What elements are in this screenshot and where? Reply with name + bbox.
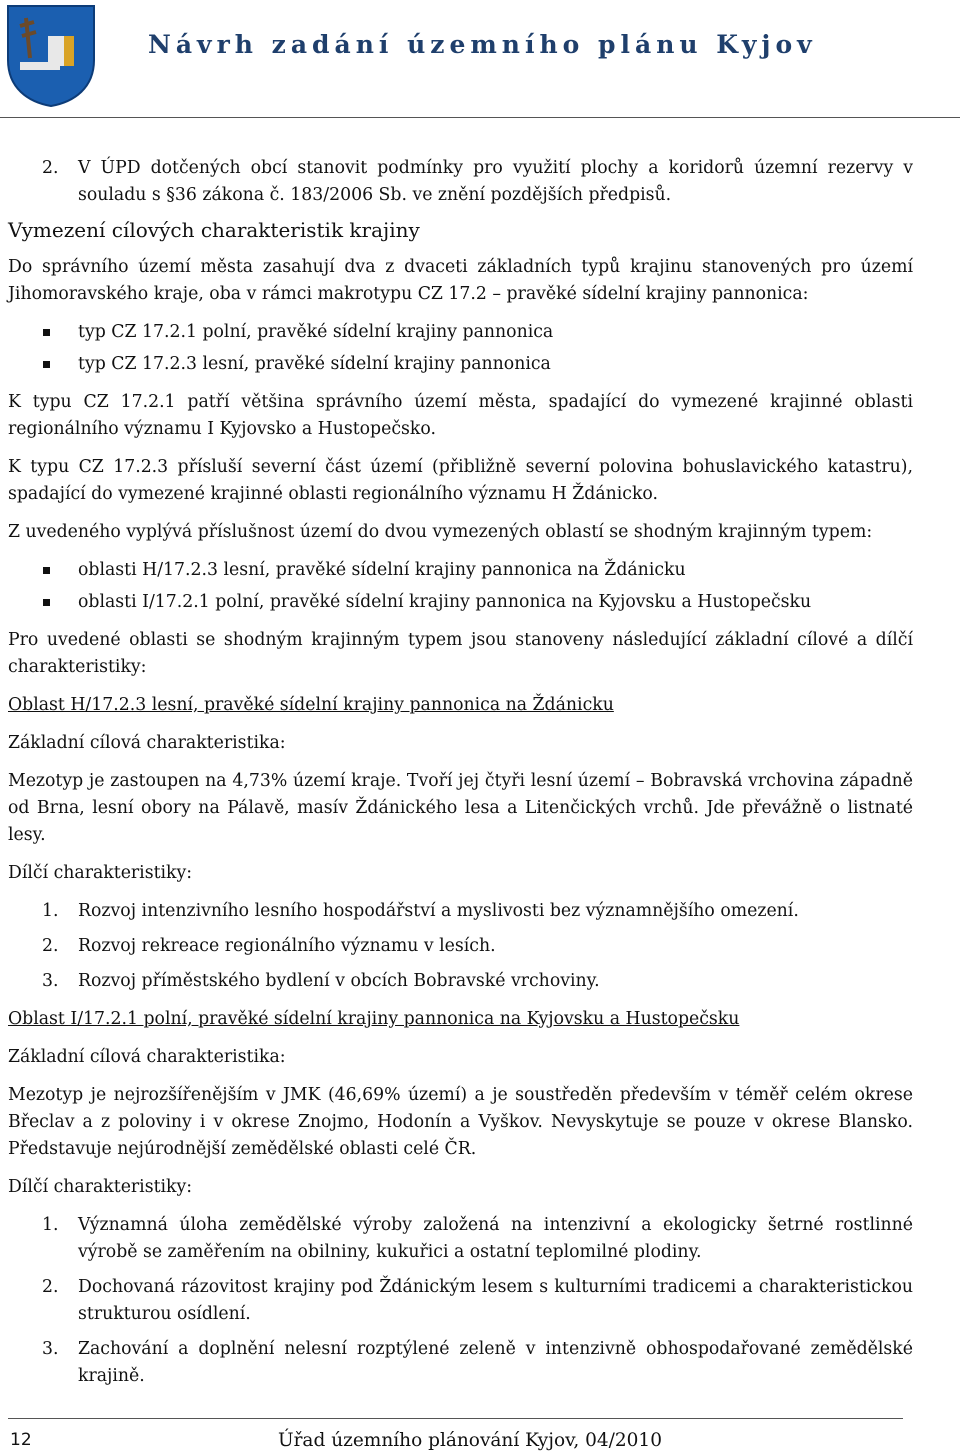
item-text: Významná úloha zemědělské výroby založená na intenzivní a ekologicky šetrné rostlinné výrobě se zaměřením na obilniny, kukuřici a ostatní teplomilné plodiny. bbox=[78, 1215, 913, 1262]
square-bullet-icon bbox=[43, 361, 50, 368]
item-number: 1. bbox=[42, 1215, 59, 1235]
item-text: oblasti I/17.2.1 polní, pravěké sídelní krajiny pannonica na Kyjovsku a Hustopečsku bbox=[78, 592, 812, 612]
square-bullet-icon bbox=[43, 599, 50, 606]
item-number: 2. bbox=[42, 936, 59, 956]
document-title: Návrh zadání územního plánu Kyjov bbox=[148, 30, 817, 59]
list-item bbox=[8, 1212, 913, 1266]
types-list bbox=[8, 319, 913, 378]
oblast-h-title: Oblast H/17.2.3 lesní, pravěké sídelní krajiny pannonica na Ždánicku bbox=[8, 695, 614, 715]
item-text: typ CZ 17.2.3 lesní, pravěké sídelní krajiny pannonica bbox=[78, 354, 551, 374]
item-text: oblasti H/17.2.3 lesní, pravěké sídelní krajiny pannonica na Ždánicku bbox=[78, 560, 686, 580]
list-item bbox=[8, 155, 913, 209]
footer-text: Úřad územního plánování Kyjov, 04/2010 bbox=[278, 1430, 662, 1451]
paragraph: Z uvedeného vyplývá příslušnost území do dvou vymezených oblastí se shodným krajinným typem: bbox=[8, 522, 873, 542]
list-item bbox=[8, 1274, 913, 1328]
paragraph: K typu CZ 17.2.1 patří většina správního území města, spadající do vymezené krajinné oblasti regionálního významu I Kyjovsko a Hustopečsko. bbox=[8, 392, 913, 439]
list-item bbox=[8, 589, 913, 616]
paragraph: Pro uvedené oblasti se shodným krajinným typem jsou stanoveny následující základní cílové a dílčí charakteristiky: bbox=[8, 630, 913, 677]
item-text: Rozvoj rekreace regionálního významu v lesích. bbox=[78, 936, 496, 956]
page-number: 12 bbox=[10, 1430, 32, 1450]
partial-characteristics-label: Dílčí charakteristiky: bbox=[8, 1177, 193, 1197]
header-divider bbox=[0, 117, 960, 118]
areas-list bbox=[8, 557, 913, 616]
list-item bbox=[8, 1336, 913, 1390]
coat-of-arms-icon bbox=[4, 2, 98, 108]
list-item bbox=[8, 319, 913, 346]
item-number: 2. bbox=[42, 1277, 59, 1297]
page-content bbox=[8, 155, 913, 1398]
basic-characteristic-label: Základní cílová charakteristika: bbox=[8, 1047, 286, 1067]
footer-divider bbox=[8, 1418, 903, 1419]
paragraph: Mezotyp je zastoupen na 4,73% území kraje. Tvoří jej čtyři lesní území – Bobravská vrchovina západně od Brna, lesní obory na Pálavě, masív Ždánického lesa a Litenčických vrchů. Jde převážně o listnaté lesy. bbox=[8, 771, 913, 845]
basic-characteristic-label: Základní cílová charakteristika: bbox=[8, 733, 286, 753]
item-number: 3. bbox=[42, 1339, 59, 1359]
square-bullet-icon bbox=[43, 567, 50, 574]
page-header bbox=[0, 0, 960, 115]
section-heading: Vymezení cílových charakteristik krajiny bbox=[8, 218, 420, 242]
oblast-i-title: Oblast I/17.2.1 polní, pravěké sídelní krajiny pannonica na Kyjovsku a Hustopečsku bbox=[8, 1009, 740, 1029]
list-item bbox=[8, 557, 913, 584]
paragraph: K typu CZ 17.2.3 přísluší severní část území (přibližně severní polovina bohuslavického katastru), spadající do vymezené krajinné oblasti regionálního významu H Ždánicko. bbox=[8, 457, 913, 504]
list-item bbox=[8, 898, 913, 925]
list-item bbox=[8, 933, 913, 960]
square-bullet-icon bbox=[43, 329, 50, 336]
item-text: V ÚPD dotčených obcí stanovit podmínky pro využití plochy a koridorů územní rezervy v souladu s §36 zákona č. 183/2006 Sb. ve znění pozdějších předpisů. bbox=[78, 158, 913, 205]
item-text: Rozvoj intenzivního lesního hospodářství a myslivosti bez významnějšího omezení. bbox=[78, 901, 799, 921]
item-number: 3. bbox=[42, 971, 59, 991]
partial-characteristics-label: Dílčí charakteristiky: bbox=[8, 863, 193, 883]
item-text: Rozvoj příměstského bydlení v obcích Bobravské vrchoviny. bbox=[78, 971, 600, 991]
item-text: typ CZ 17.2.1 polní, pravěké sídelní krajiny pannonica bbox=[78, 322, 554, 342]
item-text: Dochovaná rázovitost krajiny pod Ždánickým lesem s kulturními tradicemi a charakteristickou strukturou osídlení. bbox=[78, 1277, 913, 1324]
list-item bbox=[8, 968, 913, 995]
item-text: Zachování a doplnění nelesní rozptýlené zeleně v intenzivně obhospodařované zemědělské krajině. bbox=[78, 1339, 913, 1386]
list-item bbox=[8, 351, 913, 378]
item-number: 1. bbox=[42, 901, 59, 921]
item-number: 2. bbox=[42, 158, 59, 178]
paragraph: Mezotyp je nejrozšířenějším v JMK (46,69% území) a je soustředěn především v téměř celém okrese Břeclav a z poloviny i v okrese Znojmo, Hodonín a Vyškov. Nevyskytuje se pouze v okrese Blansko. Představuje nejúrodnější zemědělské oblasti celé ČR. bbox=[8, 1085, 913, 1159]
paragraph: Do správního území města zasahují dva z dvaceti základních typů krajinu stanovených pro území Jihomoravského kraje, oba v rámci makrotypu CZ 17.2 – pravěké sídelní krajiny pannonica: bbox=[8, 257, 913, 304]
